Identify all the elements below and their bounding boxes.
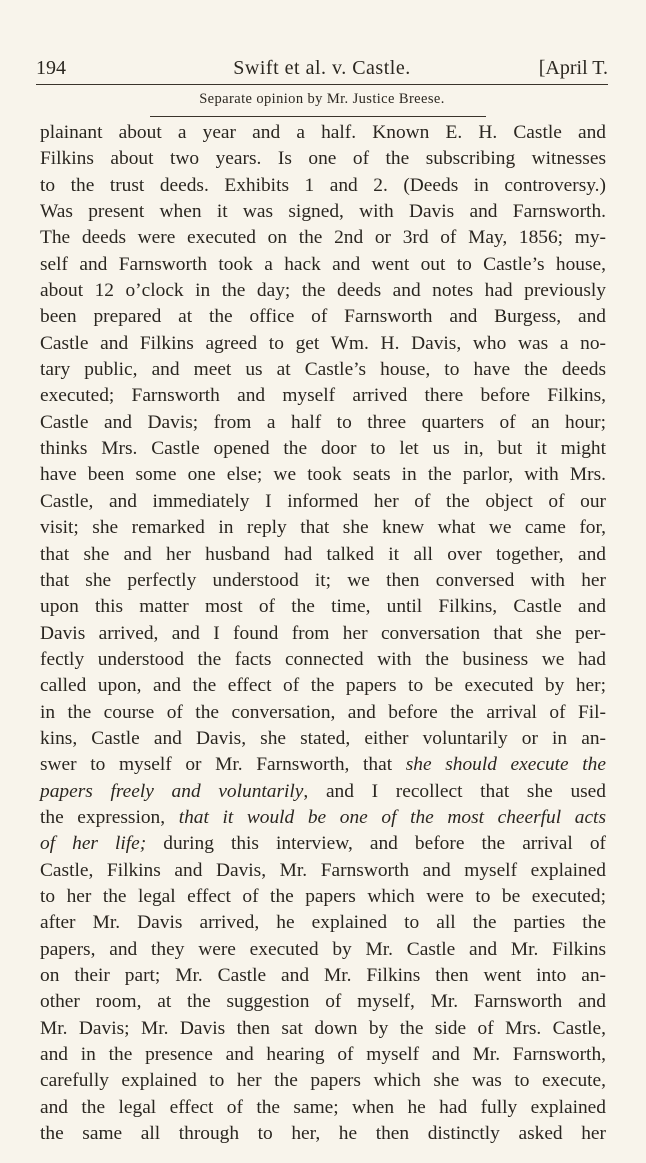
body-text (40, 120, 606, 1147)
text-line: and the legal effect of the same; when he had fully explained (40, 1096, 606, 1118)
case-name: Swift et al. v. Castle. (233, 57, 411, 79)
text-line: The deeds were executed on the 2nd or 3rd of May, 1856; my- (40, 227, 606, 249)
text-line-mixed (40, 779, 606, 805)
text-run: swer to myself or Mr. Farnsworth, that (40, 754, 406, 776)
text-line: after Mr. Davis arrived, he explained to all the parties the (40, 912, 606, 934)
text-line: tary public, and meet us at Castle’s house, to have the deeds (40, 359, 606, 381)
text-line: fectly understood the facts connected with the business we had (40, 648, 606, 670)
text-line: have been some one else; we took seats in the parlor, with Mrs. (40, 464, 606, 486)
text-line: plainant about a year and a half. Known E. H. Castle and (40, 122, 606, 143)
italic-run: that it would be one of the most cheerful acts (178, 806, 606, 828)
text-line: Davis arrived, and I found from her conversation that she per- (40, 622, 606, 644)
text-line: in the course of the conversation, and before the arrival of Fil- (40, 701, 606, 723)
text-line: thinks Mrs. Castle opened the door to let us in, but it might (40, 438, 606, 460)
text-run: , and I recollect that she used (303, 780, 606, 802)
text-line: been prepared at the office of Farnsworth and Burgess, and (40, 306, 606, 328)
text-line: Castle and Davis; from a half to three quarters of an hour; (40, 411, 606, 433)
text-line: self and Farnsworth took a hack and went out to Castle’s house, (40, 253, 606, 275)
text-line: and in the presence and hearing of myself and Mr. Farnsworth, (40, 1044, 606, 1066)
text-line-mixed (40, 831, 606, 857)
running-head (36, 54, 608, 82)
text-line: the same all through to her, he then distinctly asked her (40, 1123, 606, 1145)
text-line: Mr. Davis; Mr. Davis then sat down by the side of Mrs. Castle, (40, 1017, 606, 1039)
text-line: to her the legal effect of the papers which were to be executed; (40, 885, 606, 907)
text-line: kins, Castle and Davis, she stated, either voluntarily or in an- (40, 727, 606, 749)
text-line: other room, at the suggestion of myself, Mr. Farnsworth and (40, 991, 606, 1013)
text-line: Was present when it was signed, with Davis and Farnsworth. (40, 201, 606, 223)
page-number: 194 (36, 57, 66, 79)
text-line: called upon, and the effect of the papers to be executed by her; (40, 675, 606, 697)
text-run: the expression, (40, 806, 179, 828)
text-line: to the trust deeds. Exhibits 1 and 2. (Deeds in controversy.) (40, 174, 606, 196)
italic-run: she should execute the (405, 754, 606, 776)
text-line: visit; she remarked in reply that she knew what we came for, (40, 517, 606, 539)
text-line: that she and her husband had talked it all over together, and (40, 543, 606, 565)
opinion-rule (150, 116, 486, 117)
italic-run: of her life (40, 833, 140, 855)
text-line: upon this matter most of the time, until Filkins, Castle and (40, 596, 606, 618)
text-line-mixed (40, 805, 606, 831)
opinion-label: Separate opinion by Mr. Justice Breese. (199, 91, 445, 107)
italic-run: papers freely and voluntarily (40, 780, 304, 802)
italic-run: ; (139, 833, 147, 855)
text-line: Castle and Filkins agreed to get Wm. H. Davis, who was a no- (40, 332, 606, 354)
text-line-mixed (40, 752, 606, 778)
header-rule (36, 84, 608, 85)
text-line: papers, and they were executed by Mr. Castle and Mr. Filkins (40, 938, 606, 960)
text-line: carefully explained to her the papers which she was to execute, (40, 1070, 606, 1092)
text-line: executed; Farnsworth and myself arrived there before Filkins, (40, 385, 606, 407)
text-line: Castle, Filkins and Davis, Mr. Farnsworth and myself explained (40, 859, 606, 881)
text-line: about 12 o’clock in the day; the deeds and notes had previously (40, 280, 606, 302)
term-label: [April T. (538, 57, 608, 79)
text-line: that she perfectly understood it; we then conversed with her (40, 569, 606, 591)
text-line: Castle, and immediately I informed her of the object of our (40, 490, 606, 512)
text-run: during this interview, and before the arrival of (146, 833, 606, 855)
text-line: on their part; Mr. Castle and Mr. Filkins then went into an- (40, 965, 606, 986)
text-line: Filkins about two years. Is one of the subscribing witnesses (40, 148, 606, 170)
